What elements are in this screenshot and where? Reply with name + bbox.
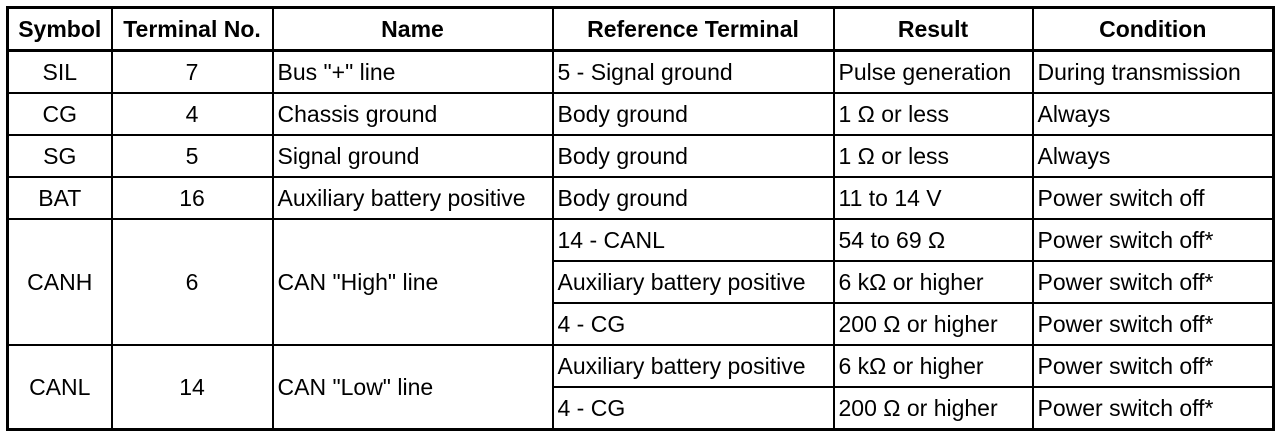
condition-cell: Power switch off — [1033, 177, 1274, 219]
condition-cell: During transmission — [1033, 51, 1274, 94]
condition-cell: Power switch off* — [1033, 219, 1274, 261]
table-row — [8, 51, 1274, 94]
name-cell: Auxiliary battery positive — [273, 177, 553, 219]
reference-cell: Body ground — [553, 93, 834, 135]
reference-cell: 4 - CG — [553, 387, 834, 430]
name-cell: Bus "+" line — [273, 51, 553, 94]
terminal-cell: 16 — [112, 177, 273, 219]
table-row — [8, 93, 1274, 135]
header-terminal-no: Terminal No. — [112, 8, 273, 51]
table-row — [8, 177, 1274, 219]
table-row — [8, 345, 1274, 387]
reference-cell: Auxiliary battery positive — [553, 261, 834, 303]
symbol-cell: CG — [8, 93, 112, 135]
symbol-cell: BAT — [8, 177, 112, 219]
reference-cell: 14 - CANL — [553, 219, 834, 261]
result-cell: 1 Ω or less — [834, 93, 1033, 135]
table-row — [8, 219, 1274, 261]
result-cell: Pulse generation — [834, 51, 1033, 94]
header-condition: Condition — [1033, 8, 1274, 51]
table-row — [8, 135, 1274, 177]
reference-cell: 4 - CG — [553, 303, 834, 345]
name-cell: Chassis ground — [273, 93, 553, 135]
header-symbol: Symbol — [8, 8, 112, 51]
name-cell: CAN "Low" line — [273, 345, 553, 430]
name-cell: Signal ground — [273, 135, 553, 177]
header-name: Name — [273, 8, 553, 51]
reference-cell: Body ground — [553, 177, 834, 219]
header-result: Result — [834, 8, 1033, 51]
condition-cell: Always — [1033, 135, 1274, 177]
terminal-cell: 4 — [112, 93, 273, 135]
result-cell: 54 to 69 Ω — [834, 219, 1033, 261]
symbol-cell: SIL — [8, 51, 112, 94]
symbol-cell: SG — [8, 135, 112, 177]
reference-cell: Auxiliary battery positive — [553, 345, 834, 387]
terminal-cell: 5 — [112, 135, 273, 177]
result-cell: 1 Ω or less — [834, 135, 1033, 177]
condition-cell: Always — [1033, 93, 1274, 135]
name-cell: CAN "High" line — [273, 219, 553, 345]
terminal-table — [6, 6, 1275, 431]
symbol-cell: CANL — [8, 345, 112, 430]
result-cell: 11 to 14 V — [834, 177, 1033, 219]
result-cell: 200 Ω or higher — [834, 303, 1033, 345]
header-reference-terminal: Reference Terminal — [553, 8, 834, 51]
terminal-table-container — [6, 6, 1275, 431]
condition-cell: Power switch off* — [1033, 261, 1274, 303]
symbol-cell: CANH — [8, 219, 112, 345]
condition-cell: Power switch off* — [1033, 303, 1274, 345]
result-cell: 6 kΩ or higher — [834, 345, 1033, 387]
terminal-cell: 7 — [112, 51, 273, 94]
reference-cell: Body ground — [553, 135, 834, 177]
reference-cell: 5 - Signal ground — [553, 51, 834, 94]
condition-cell: Power switch off* — [1033, 387, 1274, 430]
terminal-cell: 6 — [112, 219, 273, 345]
condition-cell: Power switch off* — [1033, 345, 1274, 387]
result-cell: 200 Ω or higher — [834, 387, 1033, 430]
header-row — [8, 8, 1274, 51]
result-cell: 6 kΩ or higher — [834, 261, 1033, 303]
terminal-cell: 14 — [112, 345, 273, 430]
